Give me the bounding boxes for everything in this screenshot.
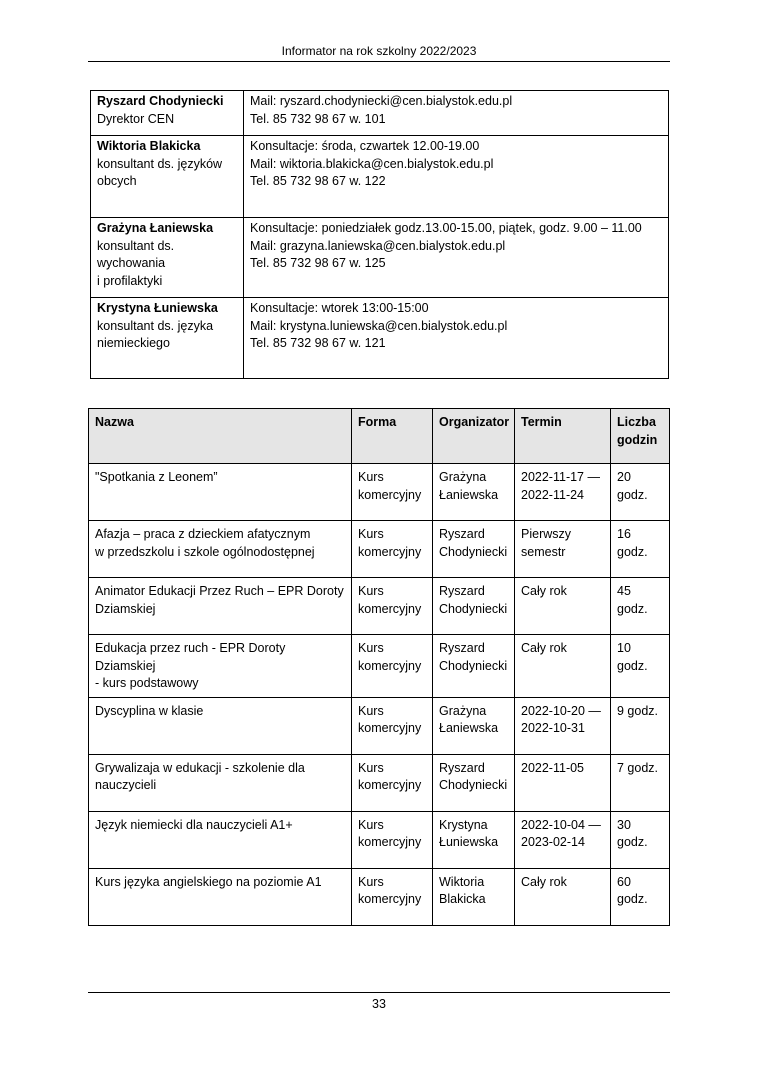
course-form: komercyjny [358,544,422,559]
course-term: 2023-02-14 [521,835,585,849]
course-name-cell [89,464,352,521]
course-organizer: Łaniewska [439,721,499,735]
table-row [89,578,670,635]
contact-detail: Tel. 85 732 98 67 w. 101 [250,111,386,126]
contact-details-cell [244,298,669,379]
course-form-cell [352,811,433,868]
course-name-cell [89,868,352,925]
contact-person-cell [91,298,244,379]
course-hours: 45 godz. [611,578,670,635]
course-term: Cały rok [521,641,567,655]
contact-row [91,218,669,298]
table-row [89,521,670,578]
course-name-cell [89,635,352,698]
footer-divider [88,992,670,993]
course-form-cell [352,868,433,925]
contact-row [91,136,669,218]
course-term-cell [515,754,611,811]
table-row [89,868,670,925]
contact-person-cell [91,136,244,218]
course-form-cell [352,578,433,635]
course-form: komercyjny [358,601,422,616]
column-header-hours-line: godzin [617,432,658,447]
course-term-cell [515,521,611,578]
course-form-cell [352,521,433,578]
contact-role: wychowania [97,256,166,270]
course-hours: 10 godz. [611,635,670,698]
course-organizer-cell [433,578,515,635]
course-organizer-cell [433,754,515,811]
column-header-hours-line: Liczba [617,415,656,429]
column-header-name: Nazwa [89,409,352,464]
course-form-cell [352,697,433,754]
course-organizer: Grażyna [439,703,487,718]
course-organizer: Łaniewska [439,487,499,502]
course-form: komercyjny [358,658,422,673]
course-form-cell [352,754,433,811]
course-name: Grywalizaja w edukacji - szkolenie dla [95,760,305,775]
table-row [89,754,670,811]
course-organizer: Ryszard [439,641,485,655]
course-term: 2022-11-24 [521,487,585,502]
header-divider [88,61,670,62]
course-name: nauczycieli [95,778,157,792]
course-form: Kurs [358,817,384,832]
course-form: komercyjny [358,778,422,792]
course-hours: 9 godz. [611,697,670,754]
course-term: 2022-10-31 [521,721,585,735]
course-form: komercyjny [358,721,422,735]
contact-details-cell [244,136,669,218]
contact-name: Grażyna Łaniewska [97,221,214,235]
course-name: "Spotkania z Leonem” [95,470,218,484]
course-organizer: Chodyniecki [439,658,508,673]
course-organizer: Krystyna [439,817,488,832]
course-term: 2022-10-20 — [521,703,601,718]
contact-row [91,91,669,136]
course-hours: 16 godz. [611,521,670,578]
course-term: Cały rok [521,874,567,889]
contact-name: Wiktoria Blakicka [97,139,201,153]
course-organizer-cell [433,868,515,925]
course-term-cell [515,464,611,521]
course-name-cell [89,811,352,868]
contact-detail: Konsultacje: poniedziałek godz.13.00-15.00, piątek, godz. 9.00 – 11.00 [250,221,642,235]
course-name: Edukacja przez ruch - EPR Doroty Dziamskiej [95,641,286,673]
course-organizer: Ryszard [439,584,485,598]
contact-detail: Mail: grazyna.laniewska@cen.bialystok.edu.pl [250,238,506,253]
contact-detail: Mail: krystyna.luniewska@cen.bialystok.edu.pl [250,318,508,333]
contact-role: konsultant ds. [97,238,175,253]
course-term: Pierwszy [521,527,572,541]
table-row [89,811,670,868]
page-header-title: Informator na rok szkolny 2022/2023 [281,44,477,58]
course-name: Język niemiecki dla nauczycieli A1+ [95,817,293,832]
contact-role: i profilaktyki [97,273,163,288]
column-header-organizer: Organizator [433,409,515,464]
course-name: w przedszkolu i szkole ogólnodostępnej [95,544,315,559]
course-name: Animator Edukacji Przez Ruch – EPR Doroty [95,584,344,598]
table-row [89,635,670,698]
course-form-cell [352,464,433,521]
course-name: Dziamskiej [95,601,156,616]
contact-name: Ryszard Chodyniecki [97,94,224,108]
contacts-table [90,90,669,379]
contact-name: Krystyna Łuniewska [97,301,218,315]
course-organizer-cell [433,811,515,868]
contact-details-cell [244,218,669,298]
page-number: 33 [372,997,386,1011]
course-term-cell [515,697,611,754]
contact-detail: Mail: ryszard.chodyniecki@cen.bialystok.edu.pl [250,94,513,108]
courses-header-row [89,409,670,464]
course-term: Cały rok [521,584,567,598]
course-form: komercyjny [358,835,422,849]
contact-role: konsultant ds. języków [97,156,223,171]
course-term: 2022-10-04 — [521,817,601,832]
course-form: Kurs [358,760,384,775]
contact-detail: Tel. 85 732 98 67 w. 121 [250,336,386,350]
contact-role: Dyrektor CEN [97,111,175,126]
column-header-term: Termin [515,409,611,464]
contact-person-cell [91,91,244,136]
contact-person-cell [91,218,244,298]
course-organizer-cell [433,521,515,578]
course-hours: 7 godz. [611,754,670,811]
course-term-cell [515,578,611,635]
course-name-cell [89,521,352,578]
course-organizer: Grażyna [439,470,487,484]
course-form: Kurs [358,470,384,484]
course-organizer: Blakicka [439,892,486,906]
course-organizer-cell [433,697,515,754]
table-row [89,697,670,754]
course-hours: 20 godz. [611,464,670,521]
contact-detail: Mail: wiktoria.blakicka@cen.bialystok.edu.pl [250,156,494,171]
contact-role: obcych [97,174,137,188]
course-organizer: Chodyniecki [439,778,508,792]
course-organizer: Ryszard [439,527,485,541]
course-organizer: Chodyniecki [439,601,508,616]
course-term-cell [515,868,611,925]
course-term-cell [515,811,611,868]
course-organizer-cell [433,464,515,521]
course-organizer: Chodyniecki [439,544,508,559]
column-header-hours [611,409,670,464]
course-form: komercyjny [358,892,422,906]
contact-row [91,298,669,379]
table-row [89,464,670,521]
course-form: Kurs [358,703,384,718]
contact-detail: Tel. 85 732 98 67 w. 122 [250,174,386,188]
contact-detail: Konsultacje: wtorek 13:00-15:00 [250,301,429,315]
course-form-cell [352,635,433,698]
course-name-cell [89,578,352,635]
course-form: Kurs [358,641,384,655]
contact-details-cell [244,91,669,136]
course-organizer: Ryszard [439,760,485,775]
contact-role: niemieckiego [97,336,170,350]
course-form: Kurs [358,527,384,541]
course-name: Dyscyplina w klasie [95,703,204,718]
course-name-cell [89,754,352,811]
course-name-cell [89,697,352,754]
course-name: Afazja – praca z dzieckiem afatycznym [95,527,311,541]
course-hours: 30 godz. [611,811,670,868]
column-header-form: Forma [352,409,433,464]
course-organizer: Łuniewska [439,835,499,849]
course-term: 2022-11-05 [521,760,585,775]
course-name: - kurs podstawowy [95,676,199,690]
courses-table [88,408,670,926]
course-form: Kurs [358,584,384,598]
course-form: Kurs [358,874,384,889]
contact-detail: Konsultacje: środa, czwartek 12.00-19.00 [250,139,480,153]
course-term: 2022-11-17 — [521,470,600,484]
course-organizer: Wiktoria [439,874,485,889]
course-term-cell [515,635,611,698]
course-organizer-cell [433,635,515,698]
contact-detail: Tel. 85 732 98 67 w. 125 [250,256,386,270]
course-name: Kurs języka angielskiego na poziomie A1 [95,874,322,889]
contact-role: konsultant ds. języka [97,318,214,333]
course-form: komercyjny [358,487,422,502]
course-hours: 60 godz. [611,868,670,925]
course-term: semestr [521,544,566,559]
